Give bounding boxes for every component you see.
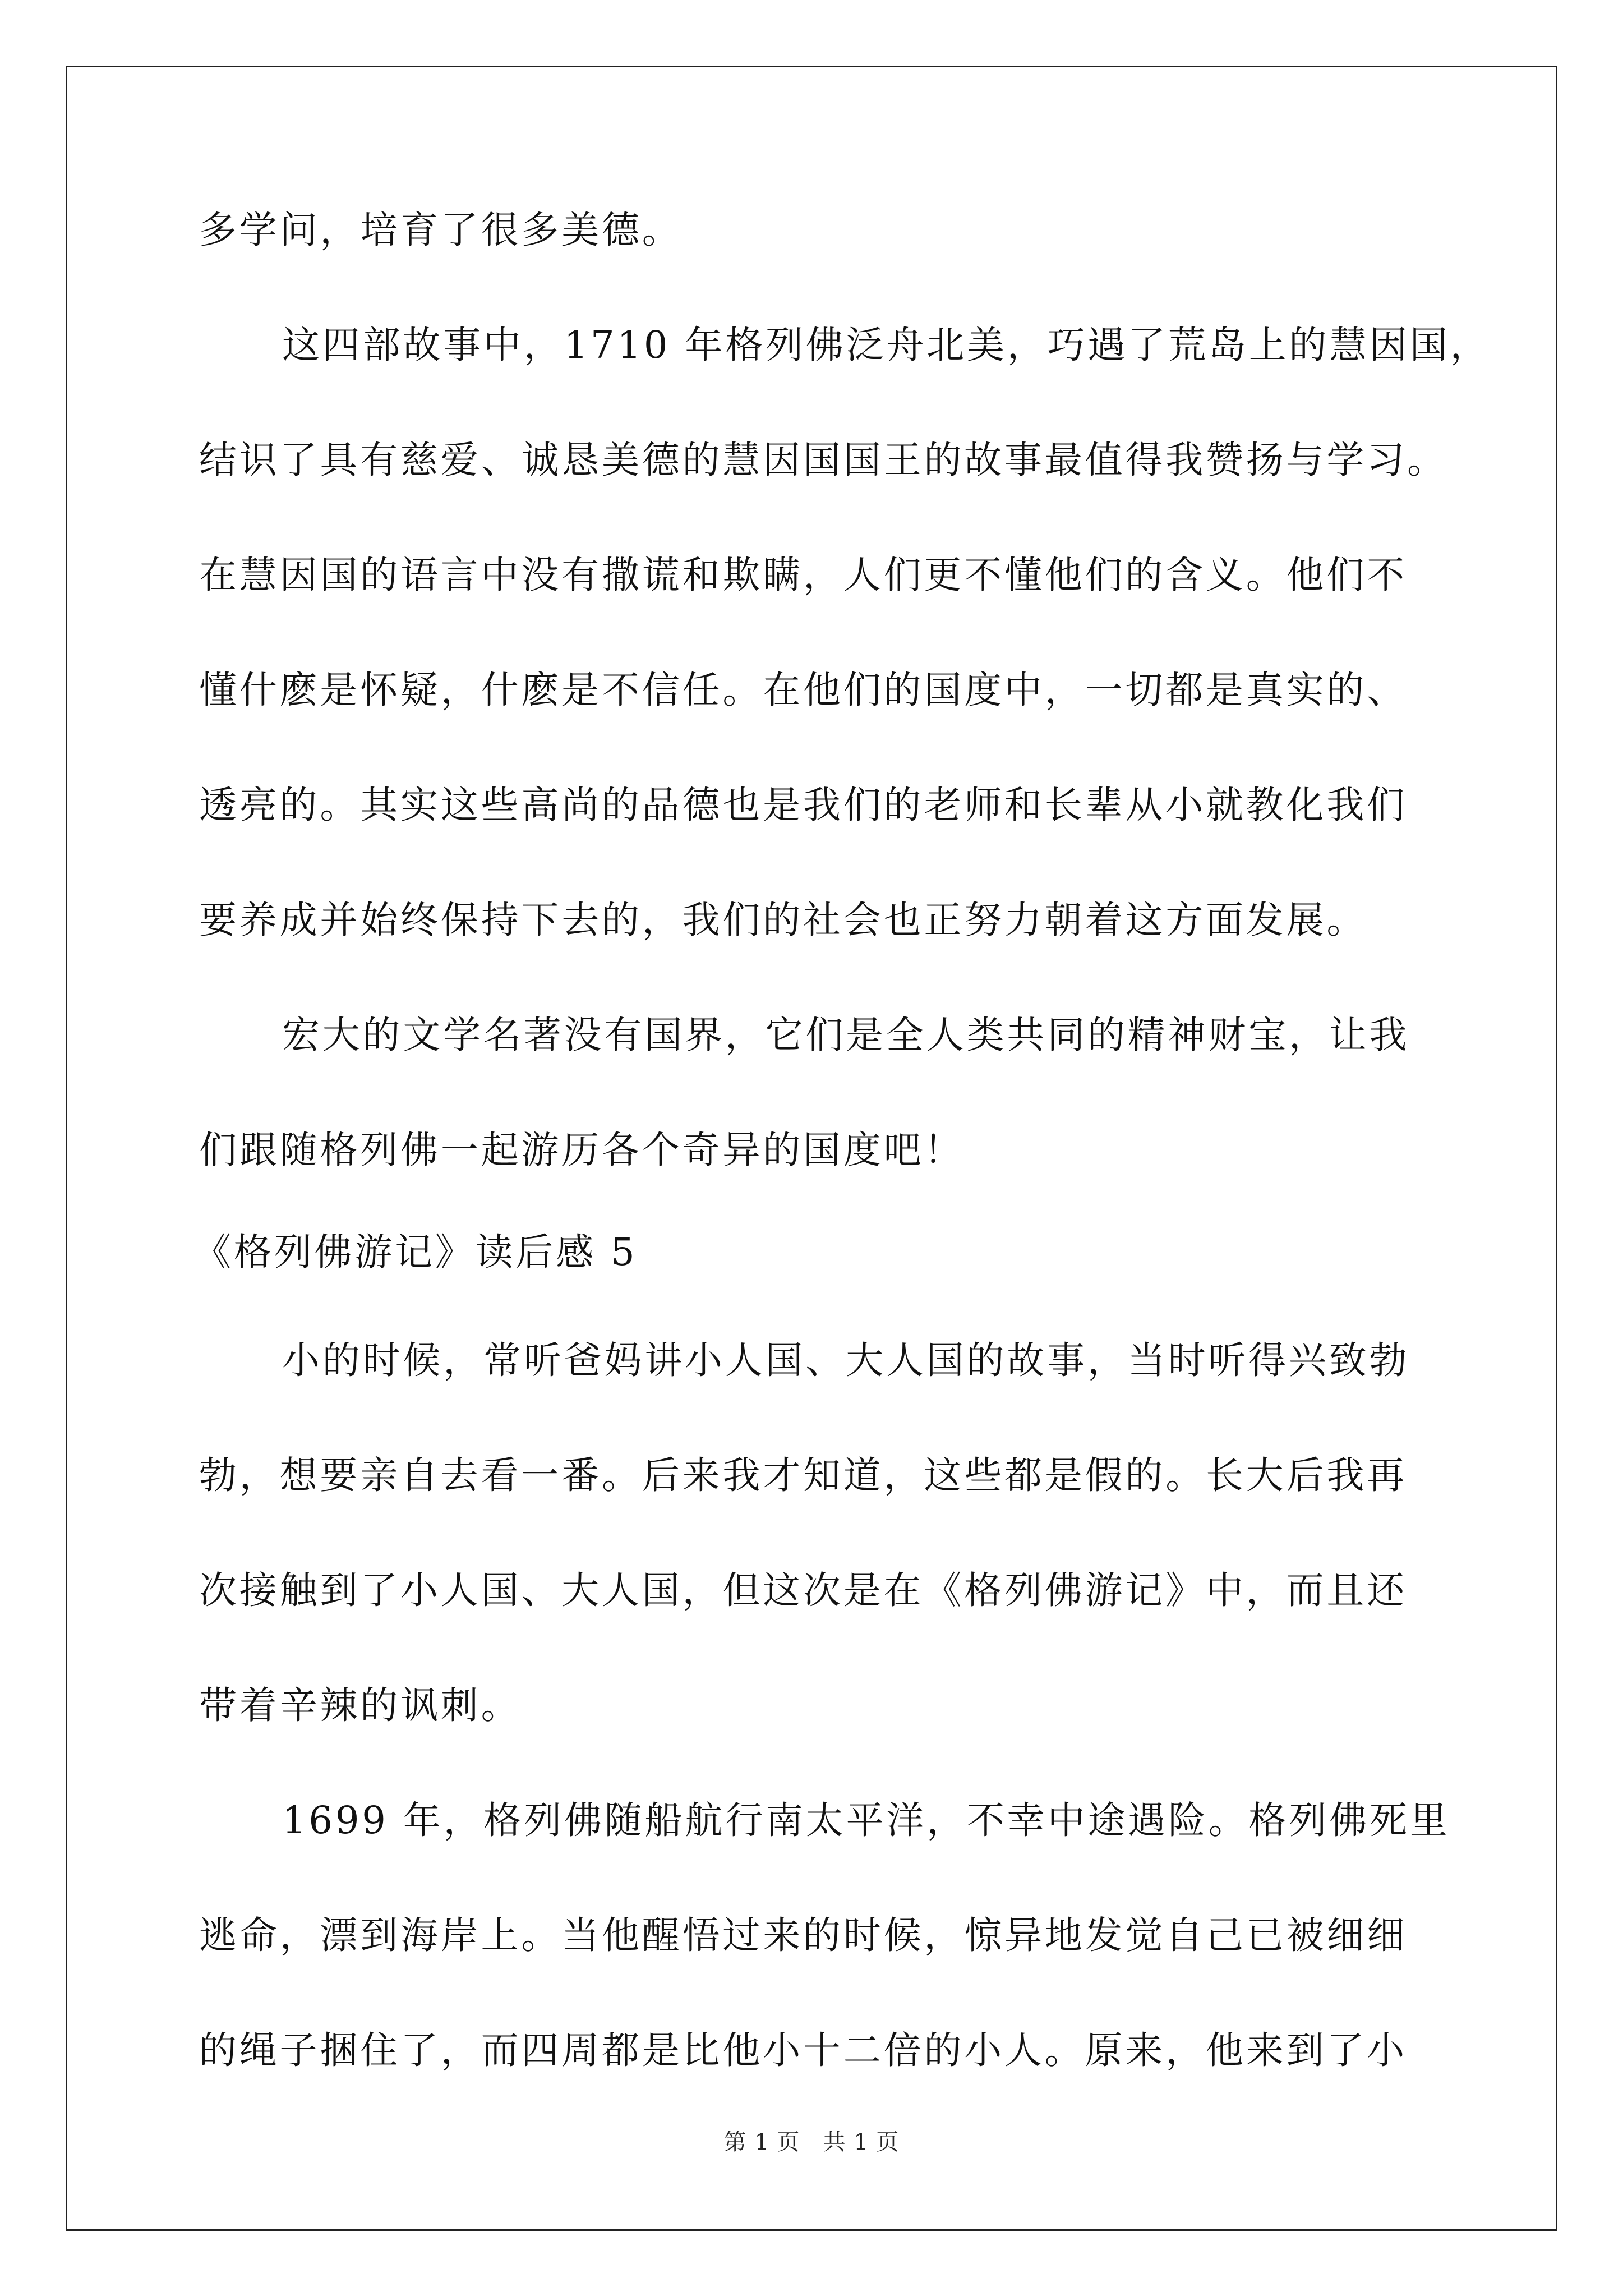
text-line: 1699 年，格列佛随船航行南太平洋，不幸中途遇险。格列佛死里 [282, 1798, 1450, 1842]
text-line: 在慧因国的语言中没有撒谎和欺瞒，人们更不懂他们的含义。他们不 [199, 553, 1407, 597]
text-line: 多学问，培育了很多美德。 [199, 208, 683, 252]
text-line: 要养成并始终保持下去的，我们的社会也正努力朝着这方面发展。 [199, 898, 1367, 942]
text-line: 带着辛辣的讽刺。 [199, 1683, 522, 1727]
text-line: 宏大的文学名著没有国界，它们是全人类共同的精神财宝，让我 [282, 1013, 1410, 1057]
text-line: 小的时候，常听爸妈讲小人国、大人国的故事，当时听得兴致勃 [282, 1338, 1410, 1382]
text-line: 懂什麽是怀疑，什麽是不信任。在他们的国度中，一切都是真实的、 [199, 668, 1407, 712]
text-line: 们跟随格列佛一起游历各个奇异的国度吧！ [199, 1128, 965, 1172]
page-footer: 第 1 页 共 1 页 [723, 2129, 900, 2155]
text-line: 透亮的。其实这些高尚的品德也是我们的老师和长辈从小就教化我们 [199, 783, 1407, 827]
text-line: 勃，想要亲自去看一番。后来我才知道，这些都是假的。长大后我再 [199, 1453, 1407, 1497]
text-line: 逃命，漂到海岸上。当他醒悟过来的时候，惊异地发觉自己已被细细 [199, 1913, 1407, 1957]
text-line: 结识了具有慈爱、诚恳美德的慧因国国王的故事最值得我赞扬与学习。 [199, 438, 1447, 482]
text-line: 这四部故事中，1710 年格列佛泛舟北美，巧遇了荒岛上的慧因国， [282, 323, 1491, 367]
text-line: 的绳子捆住了，而四周都是比他小十二倍的小人。原来，他来到了小 [199, 2028, 1407, 2072]
section-heading: 《格列佛游记》读后感 5 [193, 1230, 638, 1274]
text-line: 次接触到了小人国、大人国，但这次是在《格列佛游记》中，而且还 [199, 1568, 1407, 1612]
